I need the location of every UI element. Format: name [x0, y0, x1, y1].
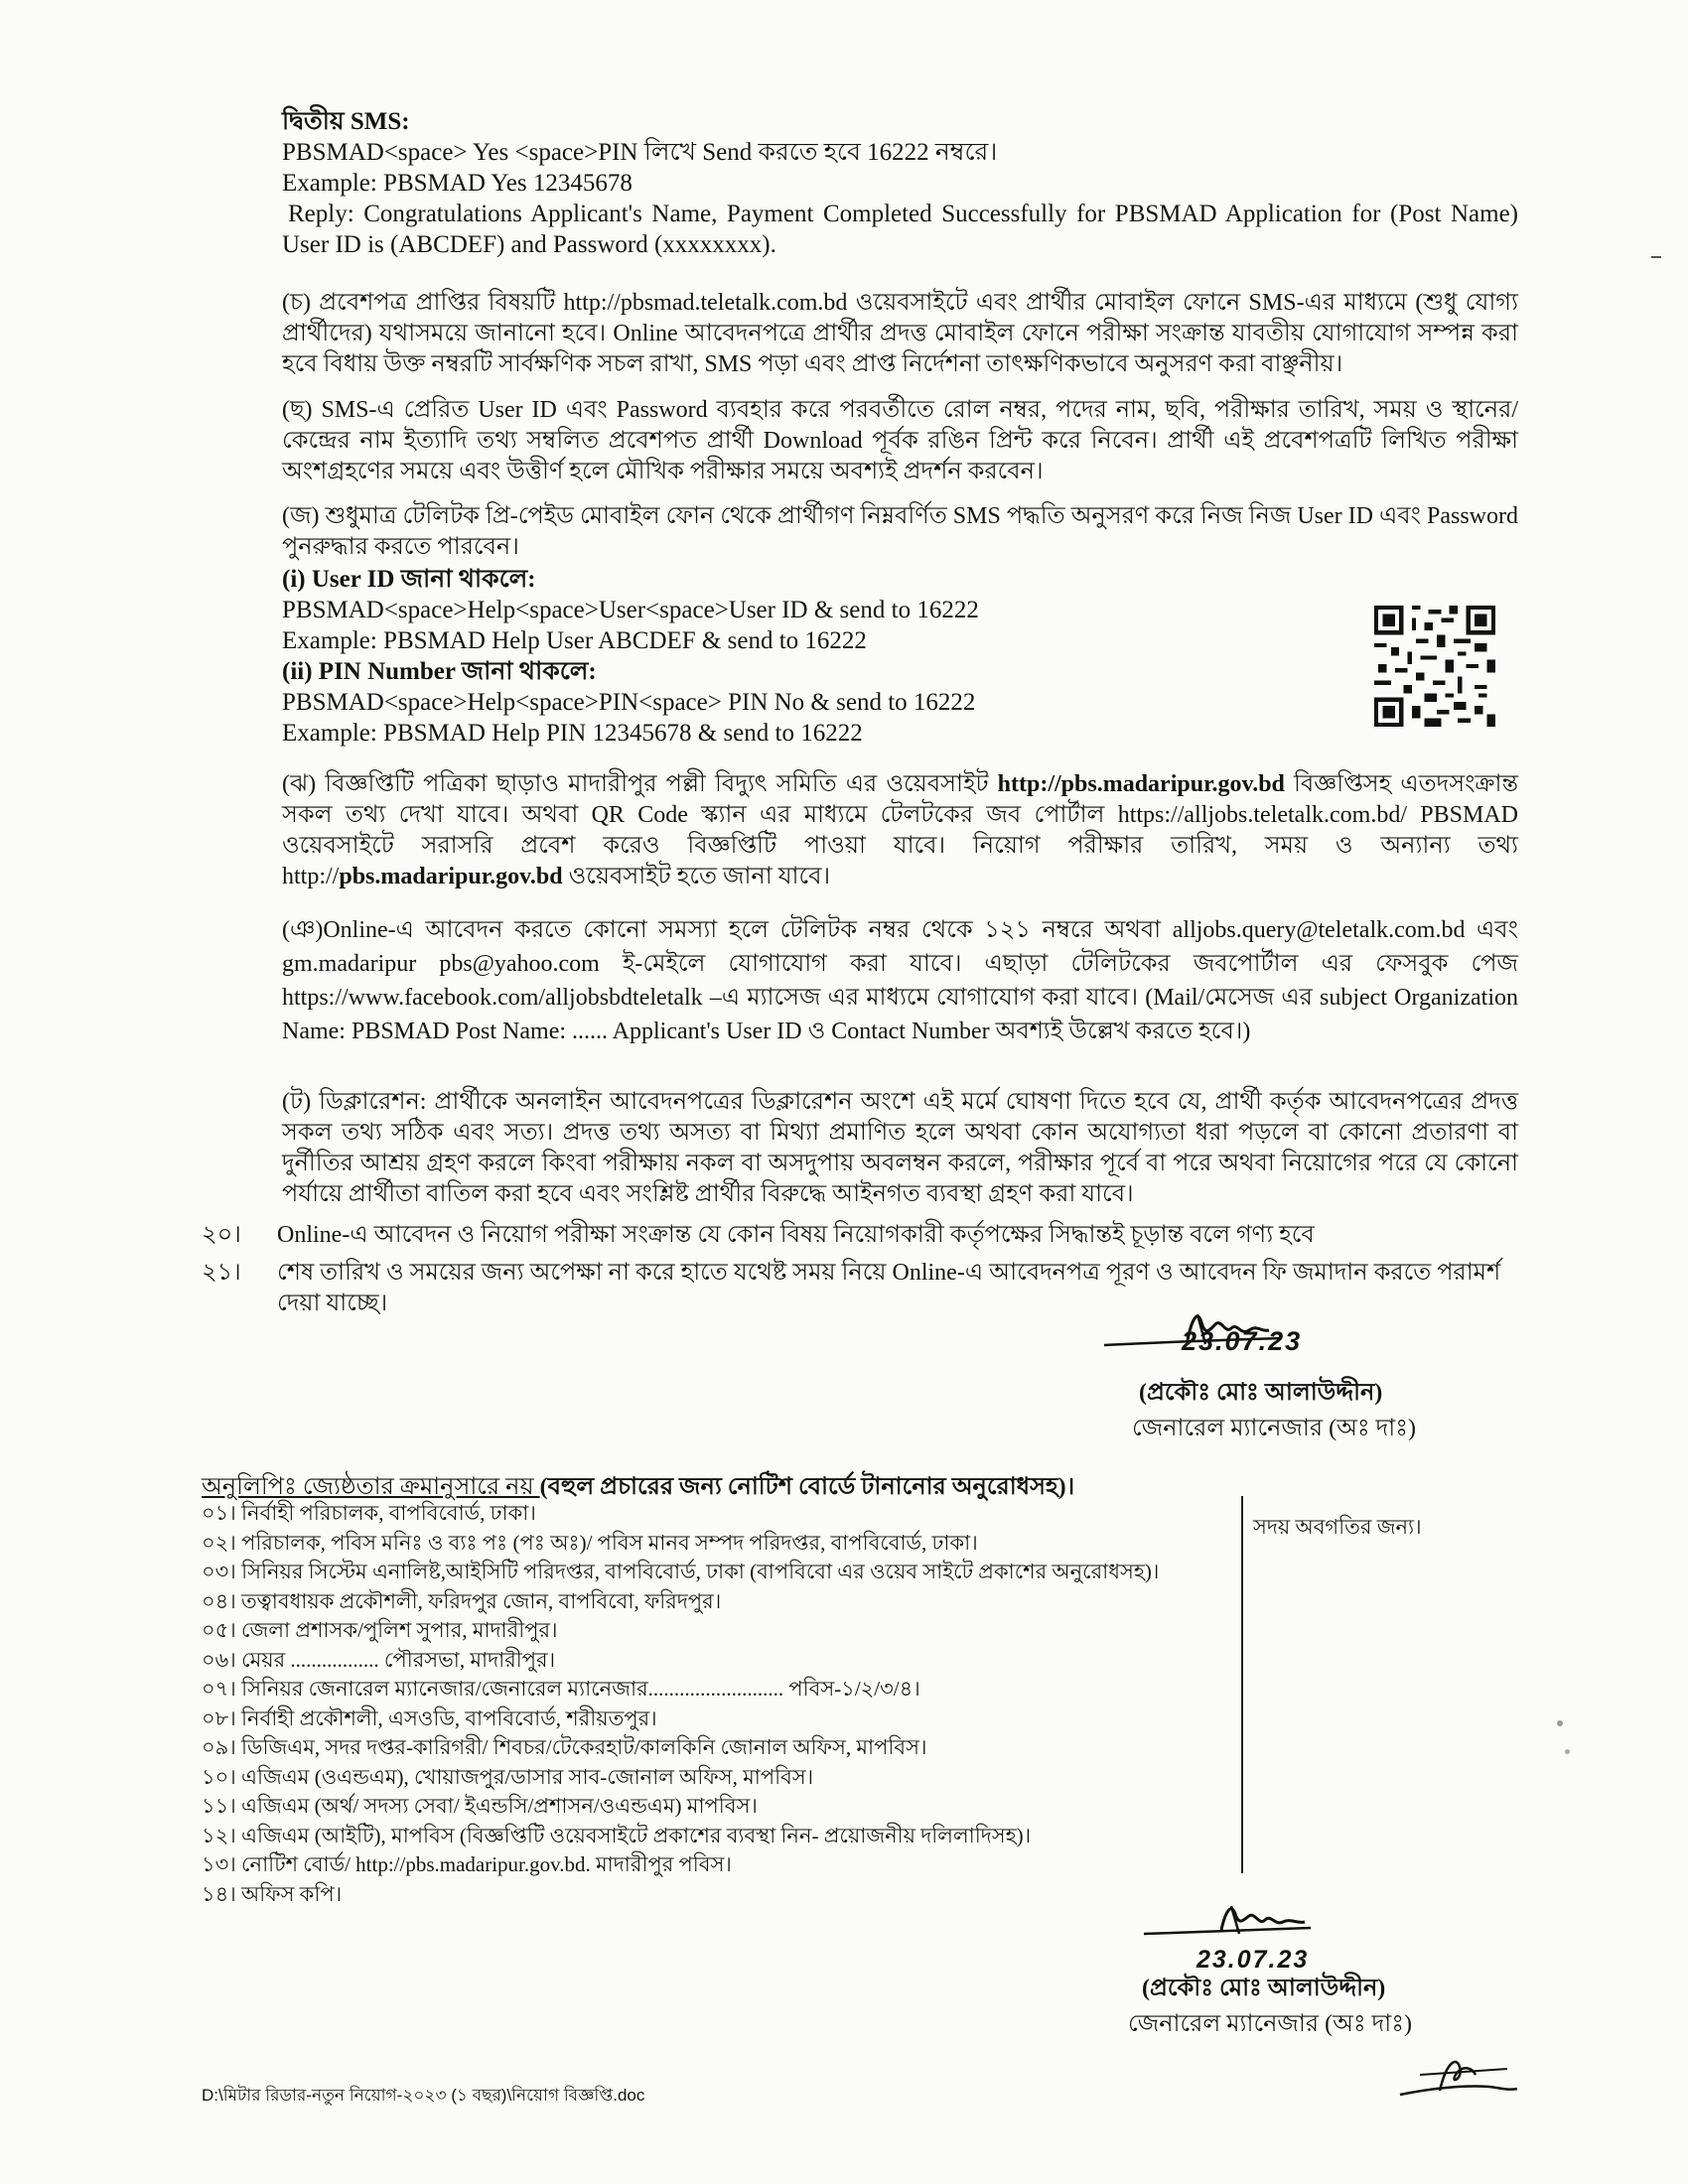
second-sms-heading: দ্বিতীয় SMS: [282, 108, 410, 135]
signature-1-name: (প্রকৌঃ মোঃ আলাউদ্দীন) [1139, 1380, 1383, 1406]
userid-heading: (i) User ID জানা থাকলে: [282, 566, 536, 593]
para-jha-end: ওয়েবসাইট হতে জানা যাবে। [562, 864, 831, 889]
side-note: সদয় অবগতির জন্য। [1253, 1515, 1422, 1539]
second-sms-format: PBSMAD<space> Yes <space>PIN লিখে Send করতে হবে 16222 নম্বরে। [282, 139, 998, 166]
para-cha: (চ) প্রবেশপত্র প্রাপ্তির বিষয়টি http://pbsmad.teletalk.com.bd ওয়েবসাইটে এবং প্রার্থীর মোবাইল ফোনে SMS-এর মাধ্যমে (শুধু যোগ্য প্রার্থীদের) যথাসময়ে জানানো হবে। Online আবেদনপত্রে প্রার্থীর প্রদত্ত মোবাইল ফোনে পরীক্ষা সংক্রান্ত যাবতীয় যোগাযোগ সম্পন্ন করা হবে বিধায় উক্ত নম্বরটি সার্বক্ষণিক সচল রাখা, SMS পড়া এবং প্রাপ্ত নির্দেশনা তাৎক্ষণিকভাবে অনুসরণ করা বাঞ্ছনীয়। [282, 290, 1518, 377]
item-21-number: ২১। [202, 1260, 241, 1286]
copy-heading-bold: (বহুল প্রচারের জন্য নোটিশ বোর্ডে টানানোর অনুরোধসহ)। [539, 1474, 1075, 1500]
pin-example: Example: PBSMAD Help PIN 12345678 & send to 16222 [282, 720, 863, 747]
para-jha-middle: বিজ্ঞপ্তিসহ এতদসংক্রান্ত সকল তথ্য দেখা যাবে। অথবা QR Code স্ক্যান এর মাধ্যমে টেলটকের জব পোর্টাল https://alljobs.teletalk.com.bd/ PBSMAD ওয়েবসাইটে সরাসরি প্রবেশ করেও বিজ্ঞপ্তিটি পাওয়া যাবে। নিয়োগ পরীক্ষার তারিখ, সময় ও অন্যান্য তথ্য http:// [282, 771, 1518, 889]
list-item: ১০। এজিএম (ওএন্ডএম), খোয়াজপুর/ডাসার সাব-জোনাল অফিস, মাপবিস। [202, 1764, 814, 1789]
para-jha [282, 769, 1518, 892]
list-item: ০৬। মেয়র ................. পৌরসভা, মাদারীপুর। [202, 1647, 556, 1672]
footer-file-path: D:\মিটার রিডার-নতুন নিয়োগ-২০২৩ (১ বছর)\নিয়োগ বিজ্ঞপ্তি.doc [202, 2086, 645, 2105]
signature-1-date: 23.07.23 [1182, 1326, 1303, 1356]
item-20-number: ২০। [202, 1222, 241, 1248]
para-ja: (জ) শুধুমাত্র টেলিটক প্রি-পেইড মোবাইল ফোন থেকে প্রার্থীগণ নিম্নবর্ণিত SMS পদ্ধতি অনুসরণ করে নিজ নিজ User ID এবং Password পুনরুদ্ধার করতে পারবেন। [282, 503, 1518, 560]
copy-heading-plain: অনুলিপিঃ জ্যেষ্ঠতার ক্রমানুসারে নয় [202, 1474, 540, 1500]
signature-2-date: 23.07.23 [1196, 1946, 1310, 1974]
signature-2-designation: জেনারেল ম্যানেজার (অঃ দাঃ) [1128, 2011, 1413, 2037]
list-item: ০৮। নির্বাহী প্রকৌশলী, এসওডি, বাপবিবোর্ড, শরীয়তপুর। [202, 1706, 657, 1730]
list-item: ০৫। জেলা প্রশাসক/পুলিশ সুপার, মাদারীপুর। [202, 1618, 558, 1642]
recovery-block [282, 564, 1275, 749]
website-link: http://pbs.madaripur.gov.bd [997, 771, 1285, 797]
pin-heading: (ii) PIN Number জানা থাকলে: [282, 658, 597, 685]
list-item: ১১। এজিএম (অর্থ/ সদস্য সেবা/ ইএন্ডসি/প্রশাসন/ওএন্ডএম) মাপবিস। [202, 1794, 758, 1818]
list-item: ০৩। সিনিয়র সিস্টেম এনালিষ্ট,আইসিটি পরিদপ্তর, বাপবিবোর্ড, ঢাকা (বাপবিবো এর ওয়েব সাইটে প্রকাশের অনুরোধসহ)। [202, 1560, 1160, 1583]
signature-1-designation: জেনারেল ম্যানেজার (অঃ দাঃ) [1132, 1416, 1417, 1441]
item-21-text: শেষ তারিখ ও সময়ের জন্য অপেক্ষা না করে হাতে যথেষ্ট সময় নিয়ে Online-এ আবেদনপত্র পূরণ ও আবেদন ফি জমাদান করতে পরামর্শ দেয়া যাচ্ছে। [277, 1260, 1501, 1316]
para-nya: (ঞ)Online-এ আবেদন করতে কোনো সমস্যা হলে টেলিটক নম্বর থেকে ১২১ নম্বরে অথবা alljobs.query@teletalk.com.bd এবং gm.madaripur pbs@yahoo.com ই-মেইলে যোগাযোগ করা যাবে। এছাড়া টেলিটকের জবপোর্টাল এর ফেসবুক পেজ https://www.facebook.com/alljobsbdteletalk –এ ম্যাসেজ এর মাধ্যমে যোগাযোগ করা যাবে। (Mail/মেসেজ এর subject Organization Name: PBSMAD Post Name: ...... Applicant's User ID ও Contact Number অবশ্যই উল্লেখ করতে হবে।) [282, 917, 1518, 1044]
scan-mark [1651, 256, 1661, 258]
list-item: ১৪। অফিস কপি। [202, 1881, 343, 1906]
list-item: ০৪। তত্বাবধায়ক প্রকৌশলী, ফরিদপুর জোন, বাপবিবো, ফরিদপুর। [202, 1588, 722, 1613]
item-20 [202, 1220, 1522, 1251]
initial-scribble [1390, 2045, 1529, 2115]
list-item: ১২। এজিএম (আইটি), মাপবিস (বিজ্ঞপ্তিটি ওয়েবসাইটে প্রকাশের ব্যবস্থা নিন- প্রয়োজনীয় দলিলাদিসহ)। [202, 1823, 1032, 1847]
list-item: ০৯। ডিজিএম, সদর দপ্তর-কারিগরী/ শিবচর/টেকেরহাট/কালকিনি জোনাল অফিস, মাপবিস। [202, 1735, 927, 1759]
website-link-2: pbs.madaripur.gov.bd [339, 864, 563, 889]
item-20-text: Online-এ আবেদন ও নিয়োগ পরীক্ষা সংক্রান্ত যে কোন বিষয় নিয়োগকারী কর্তৃপক্ষের সিদ্ধান্তই চূড়ান্ত বলে গণ্য হবে [277, 1222, 1315, 1248]
userid-example: Example: PBSMAD Help User ABCDEF & send to 16222 [282, 627, 867, 654]
second-sms-reply: Reply: Congratulations Applicant's Name, Payment Completed Successfully for PBSMAD Application for (Post Name) User ID is (ABCDEF) and Password (xxxxxxxx). [282, 201, 1518, 258]
copy-list [202, 1499, 1159, 1909]
signature-2-name: (প্রকৌঃ মোঃ আলাউদ্দীন) [1142, 1976, 1386, 2001]
list-item: ০১। নির্বাহী পরিচালক, বাপবিবোর্ড, ঢাকা। [202, 1501, 536, 1525]
pin-format: PBSMAD<space>Help<space>PIN<space> PIN No & send to 16222 [282, 689, 976, 716]
list-item: ০৭। সিনিয়র জেনারেল ম্যানেজার/জেনারেল ম্যানেজার.......................... পবিস-১/২/৩/৪। [202, 1677, 920, 1701]
copy-divider [1241, 1496, 1243, 1873]
second-sms-example: Example: PBSMAD Yes 12345678 [282, 170, 633, 197]
para-jha-start: (ঝ) বিজ্ঞপ্তিটি পত্রিকা ছাড়াও মাদারীপুর পল্লী বিদ্যুৎ সমিতি এর ওয়েবসাইট [282, 771, 998, 797]
qr-code-icon [1374, 606, 1495, 727]
list-item: ০২। পরিচালক, পবিস মনিঃ ও ব্যঃ পঃ (পঃ অঃ)/ পবিস মানব সম্পদ পরিদপ্তর, বাপবিবোর্ড, ঢাকা। [202, 1530, 978, 1555]
list-item: ১৩। নোটিশ বোর্ড/ http://pbs.madaripur.gov.bd. মাদারীপুর পবিস। [202, 1852, 732, 1876]
scan-mark [1557, 1720, 1563, 1726]
userid-format: PBSMAD<space>Help<space>User<space>User ID & send to 16222 [282, 597, 979, 623]
scan-mark [1565, 1749, 1570, 1754]
second-sms-block [282, 106, 1518, 260]
para-chha: (ছ) SMS-এ প্রেরিত User ID এবং Password ব্যবহার করে পরবর্তীতে রোল নম্বর, পদের নাম, ছবি, পরীক্ষার তারিখ, সময় ও স্থানের/কেন্দ্রের নাম ইত্যাদি তথ্য সম্বলিত প্রবেশপত প্রার্থী Download পূর্বক রঙিন প্রিন্ট করে নিবেন। প্রার্থী এই প্রবেশপত্রটি লিখিত পরীক্ষা অংশগ্রহণের সময়ে এবং উত্তীর্ণ হলে মৌখিক পরীক্ষার সময়ে অবশ্যই প্রদর্শন করবেন। [282, 397, 1518, 484]
para-ta: (ট) ডিক্লারেশন: প্রার্থীকে অনলাইন আবেদনপত্রের ডিক্লারেশন অংশে এই মর্মে ঘোষণা দিতে হবে যে, প্রার্থী কর্তৃক আবেদনপত্রের প্রদত্ত সকল তথ্য সঠিক এবং সত্য। প্রদত্ত তথ্য অসত্য বা মিথ্যা প্রমাণিত হলে অথবা কোন অযোগ্যতা ধরা পড়লে বা কোনো প্রতারণা বা দুর্নীতির আশ্রয় গ্রহণ করলে কিংবা পরীক্ষায় নকল বা অসদুপায় অবলম্বন করলে, পরীক্ষার পূর্বে বা পরে অথবা নিয়োগের পরে যে কোনো পর্যায়ে প্রার্থীতা বাতিল করা হবে এবং সংশ্লিষ্ট প্রার্থীর বিরুদ্ধে আইনগত ব্যবস্থা গ্রহণ করা যাবে। [282, 1089, 1518, 1207]
